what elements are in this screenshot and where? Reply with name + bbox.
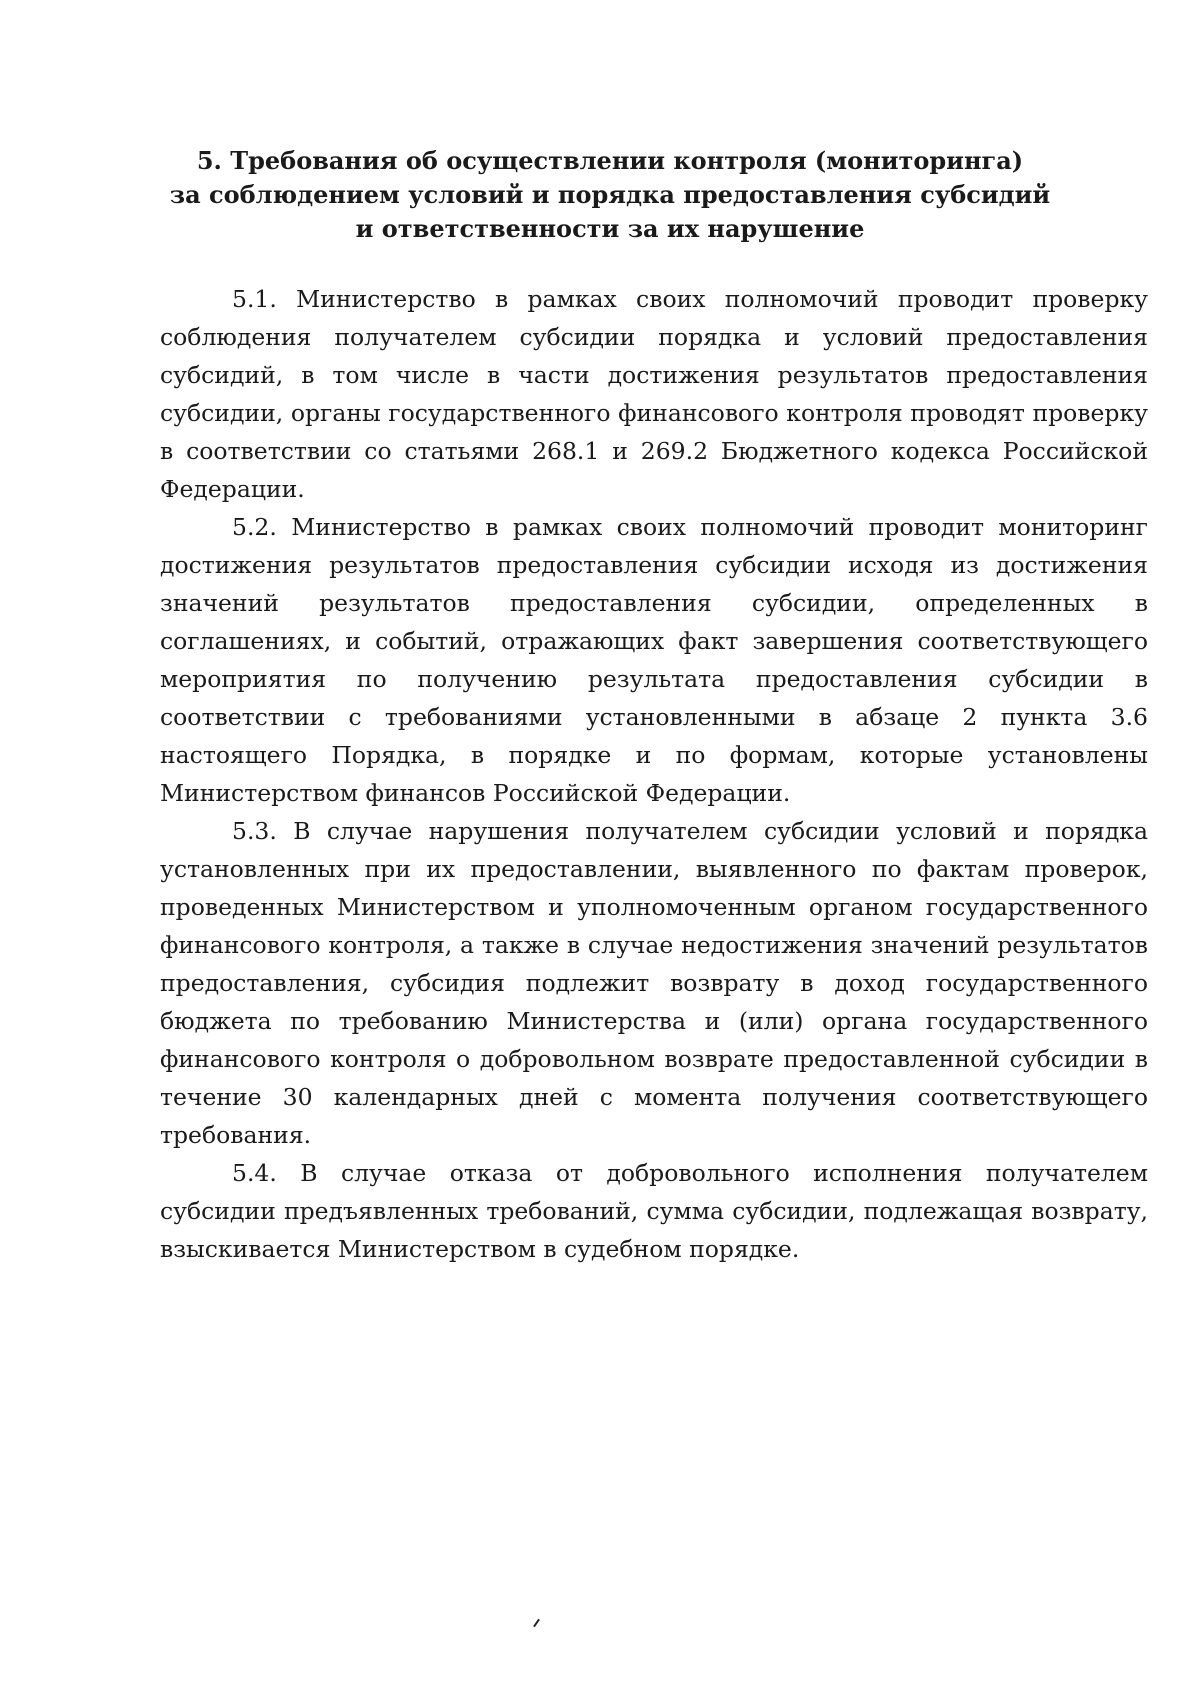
section-body [160, 280, 1148, 1268]
scan-speck [533, 1619, 540, 1628]
heading-line-3: и ответственности за их нарушение [355, 214, 865, 243]
heading-line-1: 5. Требования об осуществлении контроля (мониторинга) [196, 146, 1024, 175]
paragraph-5-4: 5.4. В случае отказа от добровольного исполнения получателем субсидии предъявленных требований, сумма субсидии, подлежащая возврату, взыскивается Министерством в судебном порядке. [160, 1159, 1148, 1263]
paragraph-5-2: 5.2. Министерство в рамках своих полномочий проводит мониторинг достижения результатов предоставления субсидии исходя из достижения значений результатов предоставления субсидии, определенных в соглашениях, и событий, отражающих факт завершения соответствующего мероприятия по получению результата предоставления субсидии в соответствии с требованиями установленными в абзаце 2 пункта 3.6 настоящего Порядка, в порядке и по формам, которые установлены Министерством финансов Российской Федерации. [160, 513, 1148, 807]
paragraph-5-3: 5.3. В случае нарушения получателем субсидии условий и порядка установленных при их предоставлении, выявленного по фактам проверок, проведенных Министерством и уполномоченным органом государственного финансового контроля, а также в случае недостижения значений результатов предоставления, субсидия подлежит возврату в доход государственного бюджета по требованию Министерства и (или) органа государственного финансового контроля о добровольном возврате предоставленной субсидии в течение 30 календарных дней с момента получения соответствующего требования. [160, 817, 1148, 1149]
heading-line-2: за соблюдением условий и порядка предоставления субсидий [169, 180, 1051, 209]
paragraph-5-1: 5.1. Министерство в рамках своих полномочий проводит проверку соблюдения получателем субсидии порядка и условий предоставления субсидий, в том числе в части достижения результатов предоставления субсидии, органы государственного финансового контроля проводят проверку в соответствии со статьями 268.1 и 269.2 Бюджетного кодекса Российской Федерации. [160, 285, 1148, 503]
section-heading [160, 144, 1060, 246]
